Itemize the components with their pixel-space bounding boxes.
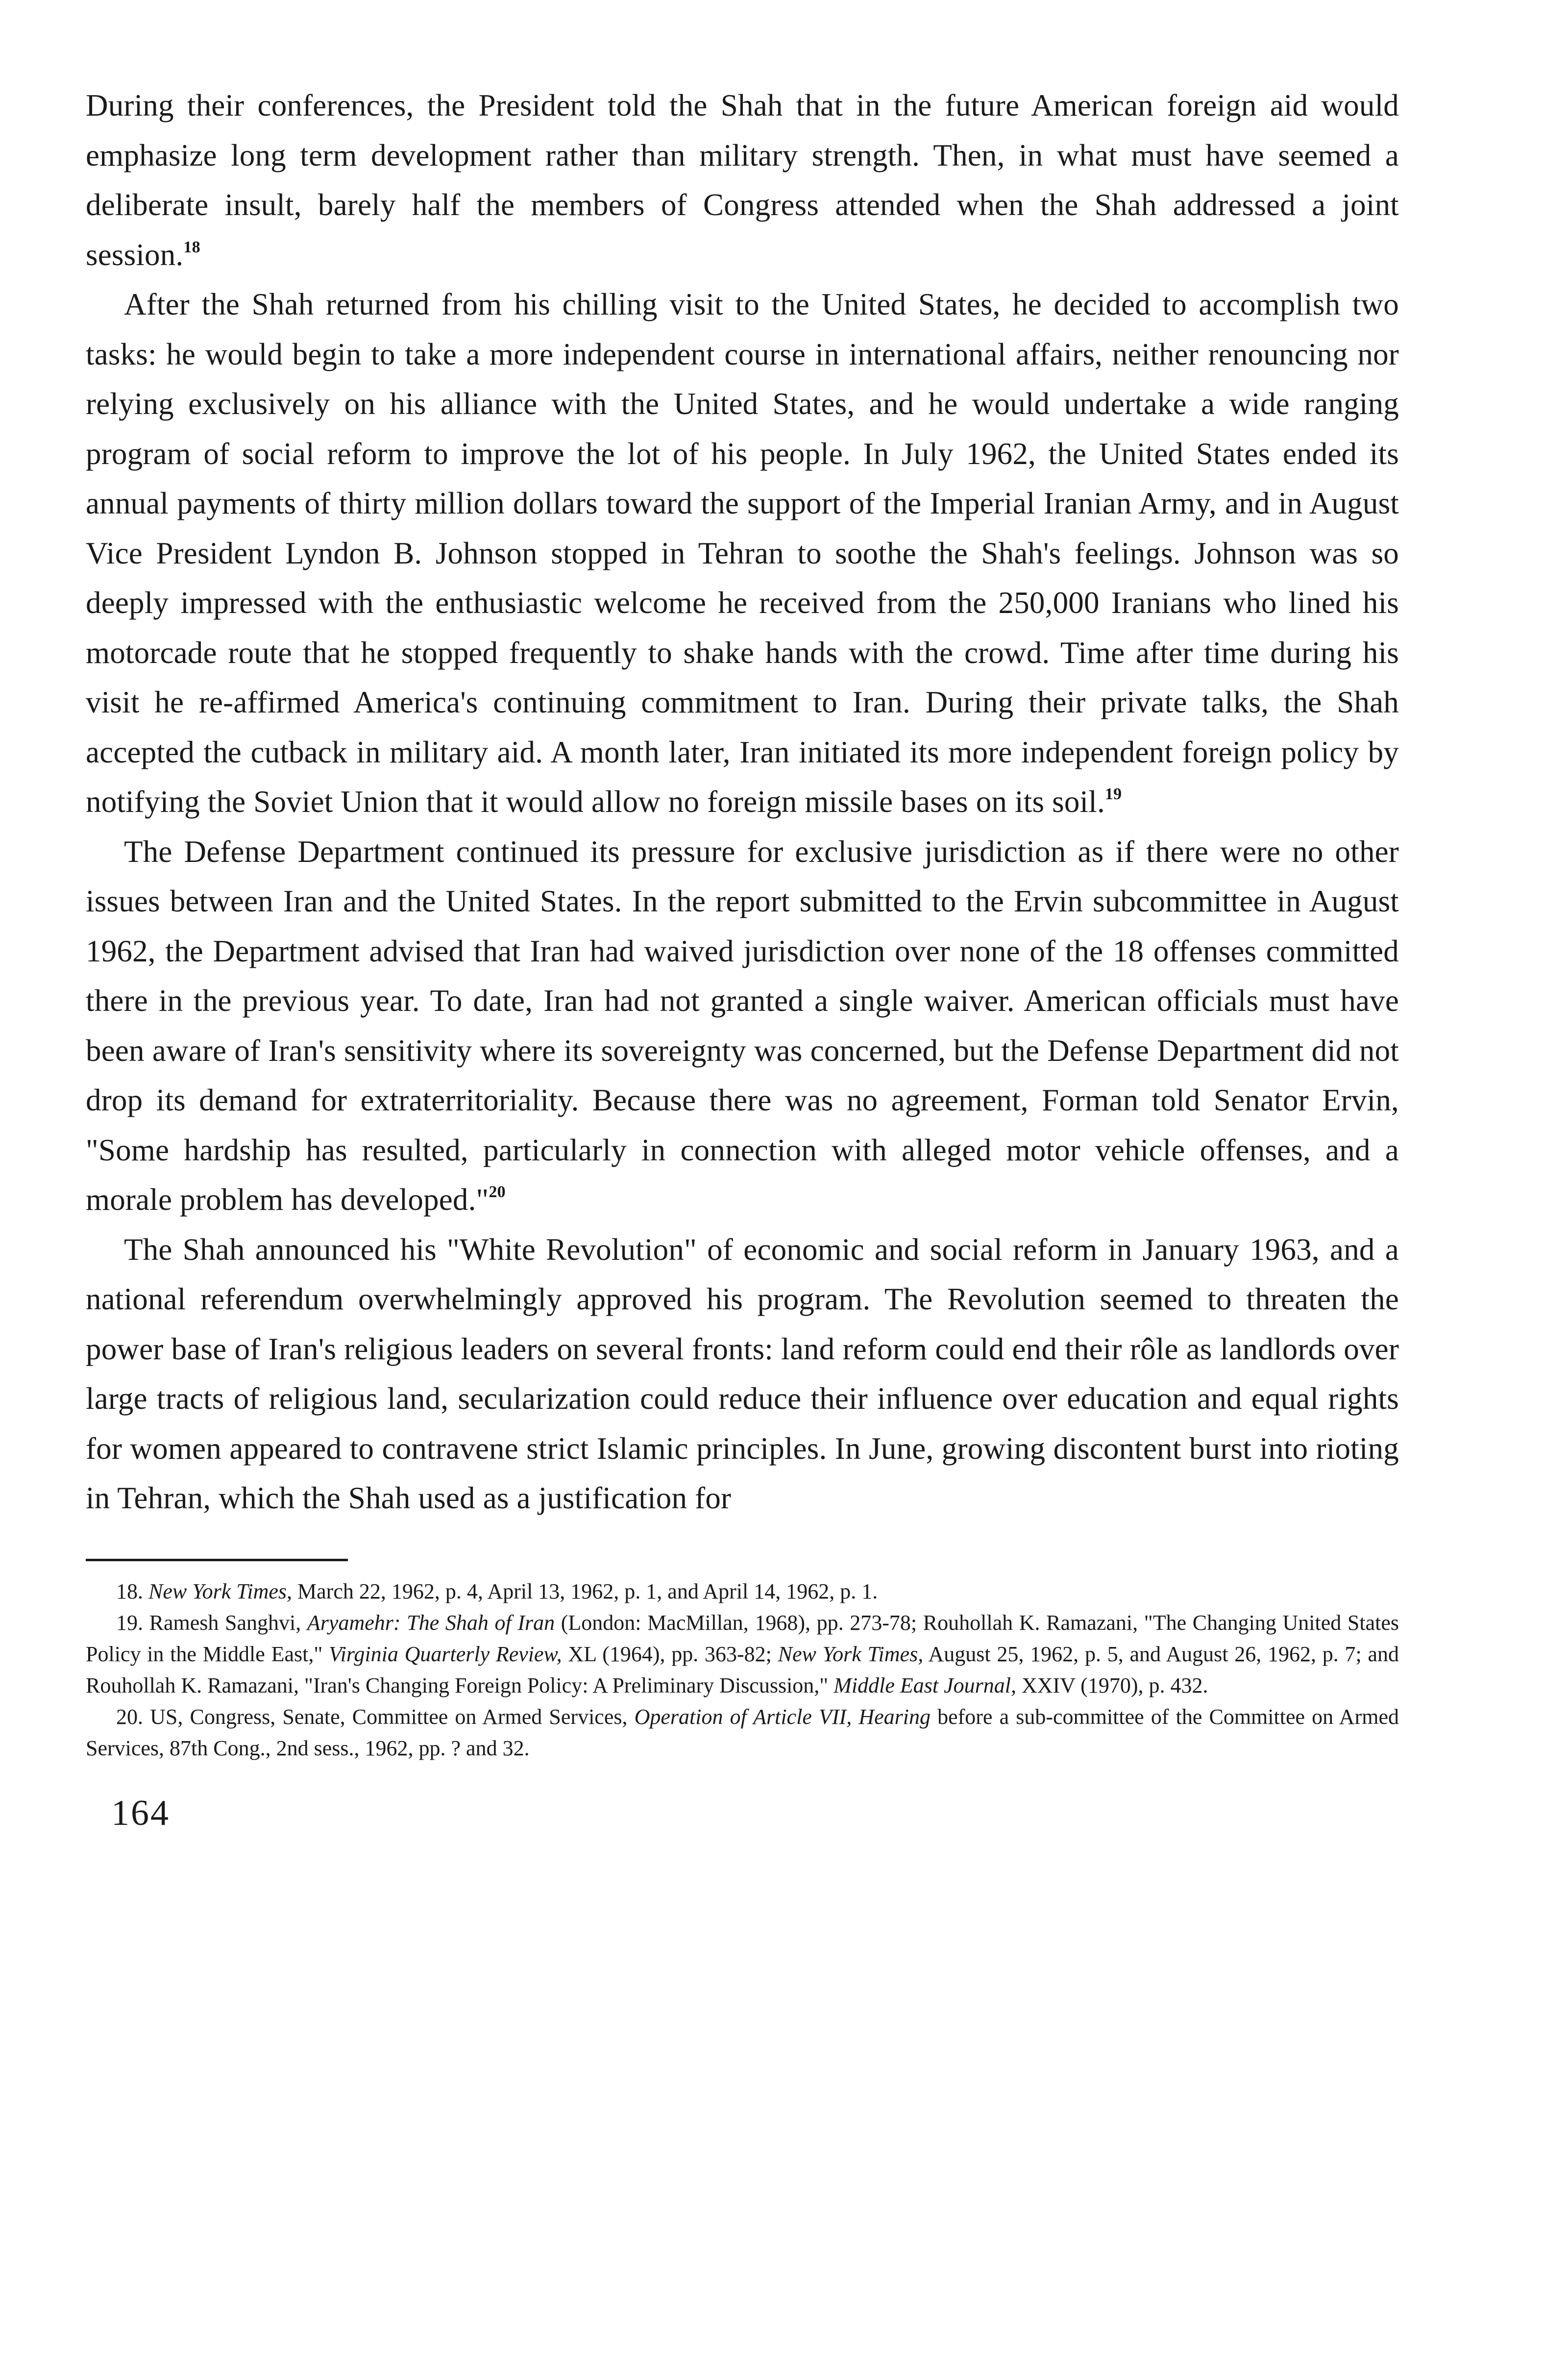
footnote-19-title-4: Middle East Journal, [833, 1673, 1016, 1697]
footnote-18-number: 18. [116, 1579, 143, 1603]
paragraph-4-text: The Shah announced his "White Revolution" of economic and social reform in January 1963, and a national referendum overwhelmingly approved his program. The Revolution seemed to threaten the power base of Iran's religious leaders on several fronts: land reform could end their rôle as landlords over large tracts of religious land, secularization could reduce their influence over education and equal rights for women appeared to contravene strict Islamic principles. In June, growing discontent burst into rioting in Tehran, which the Shah used as a justification for [86, 1232, 1399, 1515]
book-page [86, 81, 1399, 1834]
footnote-19-title-2: Virginia Quarterly Review, [329, 1642, 562, 1666]
footnotes [86, 1576, 1399, 1764]
footnote-ref-20: 20 [489, 1183, 506, 1201]
paragraph-1 [86, 81, 1399, 280]
footnote-ref-19: 19 [1104, 785, 1122, 803]
footnote-divider [86, 1559, 348, 1561]
footnote-19-part-1: Ramesh Sanghvi, [143, 1610, 307, 1635]
footnote-18 [86, 1576, 1399, 1607]
body-text [86, 81, 1399, 1523]
paragraph-4 [86, 1225, 1399, 1523]
paragraph-2-text: After the Shah returned from his chilling visit to the United States, he decided to accomplish two tasks: he would begin to take a more independent course in international affairs, neither renouncing nor relying exclusively on his alliance with the United States, and he would undertake a wide ranging program of social reform to improve the lot of his people. In July 1962, the United States ended its annual payments of thirty million dollars toward the support of the Imperial Iranian Army, and in August Vice President Lyndon B. Johnson stopped in Tehran to soothe the Shah's feelings. Johnson was so deeply impressed with the enthusiastic welcome he received from the 250,000 Iranians who lined his motorcade route that he stopped frequently to shake hands with the crowd. Time after time during his visit he re-affirmed America's continuing commitment to Iran. During their private talks, the Shah accepted the cutback in military aid. A month later, Iran initiated its more independent foreign policy by notifying the Soviet Union that it would allow no foreign missile bases on its soil. [86, 287, 1399, 819]
footnote-20-number: 20. [116, 1704, 143, 1729]
footnote-19-part-4: August 25, 1962, p. 5, and August 26, 1962, p. 7; and Rouhollah K. Ramazani, "Iran's Changing Foreign Policy: A Preliminary Discussion," [86, 1642, 1399, 1697]
footnote-19-title-3: New York Times, [778, 1642, 924, 1666]
paragraph-1-text: During their conferences, the President told the Shah that in the future American foreign aid would emphasize long term development rather than military strength. Then, in what must have seemed a deliberate insult, barely half the members of Congress attended when the Shah addressed a joint session. [86, 88, 1399, 272]
footnote-20-part-1: US, Congress, Senate, Committee on Armed Services, [143, 1704, 635, 1729]
paragraph-3 [86, 827, 1399, 1225]
footnote-19-part-2: (London: MacMillan, 1968), pp. 273-78; Rouhollah K. Ramazani, "The Changing United States Policy in the Middle East," [86, 1610, 1399, 1666]
footnote-20-part-2: before a sub-committee of the Committee on Armed Services, 87th Cong., 2nd sess., 1962, pp. ? and 32. [86, 1704, 1399, 1760]
paragraph-3-text: The Defense Department continued its pressure for exclusive jurisdiction as if there were no other issues between Iran and the United States. In the report submitted to the Ervin subcommittee in August 1962, the Department advised that Iran had waived jurisdiction over none of the 18 offenses committed there in the previous year. To date, Iran had not granted a single waiver. American officials must have been aware of Iran's sensitivity where its sovereignty was concerned, but the Defense Department did not drop its demand for extraterritoriality. Because there was no agreement, Forman told Senator Ervin, "Some hardship has resulted, particularly in connection with alleged motor vehicle offenses, and a morale problem has developed." [86, 834, 1399, 1217]
footnote-19-part-5: XXIV (1970), p. 432. [1016, 1673, 1208, 1697]
footnote-19-number: 19. [116, 1610, 143, 1635]
footnote-19 [86, 1607, 1399, 1701]
footnote-ref-18: 18 [183, 238, 200, 256]
footnote-20-title: Operation of Article VII, Hearing [634, 1704, 931, 1729]
footnote-19-part-3: XL (1964), pp. 363-82; [562, 1642, 778, 1666]
footnote-18-source: New York Times, [148, 1579, 293, 1603]
paragraph-2 [86, 280, 1399, 827]
page-number: 164 [111, 1793, 170, 1833]
footnote-20 [86, 1701, 1399, 1764]
footnote-19-title-1: Aryamehr: The Shah of Iran [307, 1610, 555, 1635]
footnote-18-detail: March 22, 1962, p. 4, April 13, 1962, p. 1, and April 14, 1962, p. 1. [292, 1579, 878, 1603]
